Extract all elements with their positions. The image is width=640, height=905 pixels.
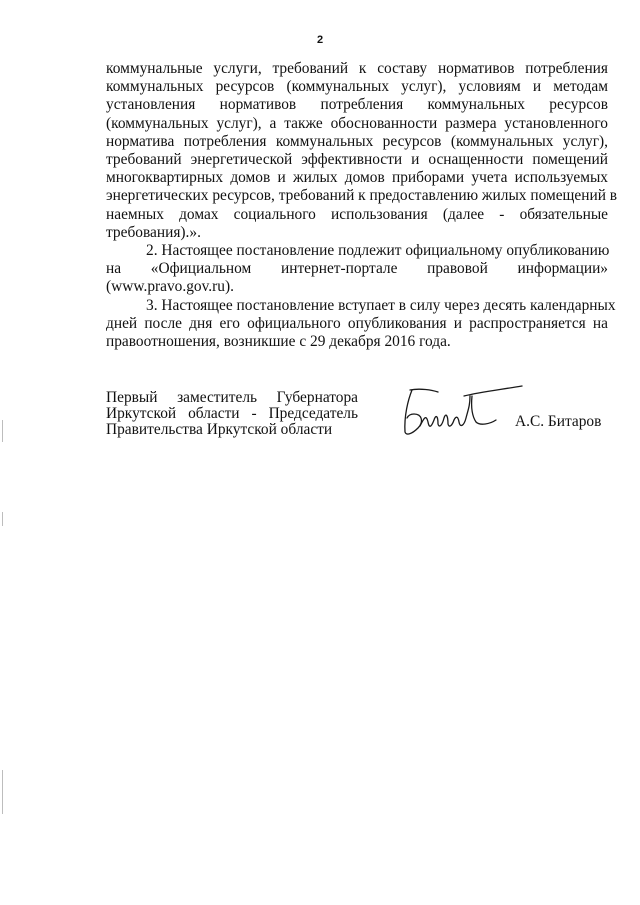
text-line: на «Официальном интернет-портале правовой информации» <box>106 260 608 278</box>
position-line: Первый заместитель Губернатора <box>106 389 358 406</box>
scan-margin-mark <box>2 770 3 814</box>
text-line: правоотношения, возникшие с 29 декабря 2016 года. <box>106 333 451 351</box>
paragraph-2 <box>106 242 608 297</box>
text-line: дней после дня его официального опубликования и распространяется на <box>106 314 608 332</box>
text-line: многоквартирных домов и жилых домов приборами учета используемых <box>106 169 608 187</box>
signatory-position <box>106 390 358 438</box>
text-line: коммунальных ресурсов (коммунальных услуг), условиям и методам <box>106 78 608 96</box>
text-line: требований энергетической эффективности и оснащенности помещений <box>106 151 608 169</box>
text-line: (www.pravo.gov.ru). <box>106 278 234 296</box>
page-number: 2 <box>316 34 324 46</box>
handwritten-signature <box>398 382 528 440</box>
paragraph-1 <box>106 60 618 242</box>
text-line: требования).». <box>106 223 201 241</box>
text-line: установления нормативов потребления коммунальных ресурсов <box>106 96 608 114</box>
position-line: Правительства Иркутской области <box>106 421 333 438</box>
text-line: коммунальные услуги, требований к составу нормативов потребления <box>106 60 608 77</box>
scan-margin-mark <box>2 420 3 442</box>
text-line: норматива потребления коммунальных ресурсов (коммунальных услуг), <box>106 132 608 150</box>
text-line: 3. Настоящее постановление вступает в силу через десять календарных <box>146 296 616 314</box>
signer-name: А.С. Битаров <box>515 413 602 430</box>
scan-margin-mark <box>2 512 3 526</box>
text-line: наемных домах социального использования (далее - обязательные <box>106 205 608 223</box>
paragraph-3 <box>106 296 616 352</box>
document-body <box>106 60 618 351</box>
text-line: энергетических ресурсов, требований к предоставлению жилых помещений в <box>106 187 618 205</box>
position-line: Иркутской области - Председатель <box>106 405 358 422</box>
text-line: (коммунальных услуг), а также обоснованности размера установленного <box>106 114 608 132</box>
text-line: 2. Настоящее постановление подлежит официальному опубликованию <box>146 242 610 260</box>
